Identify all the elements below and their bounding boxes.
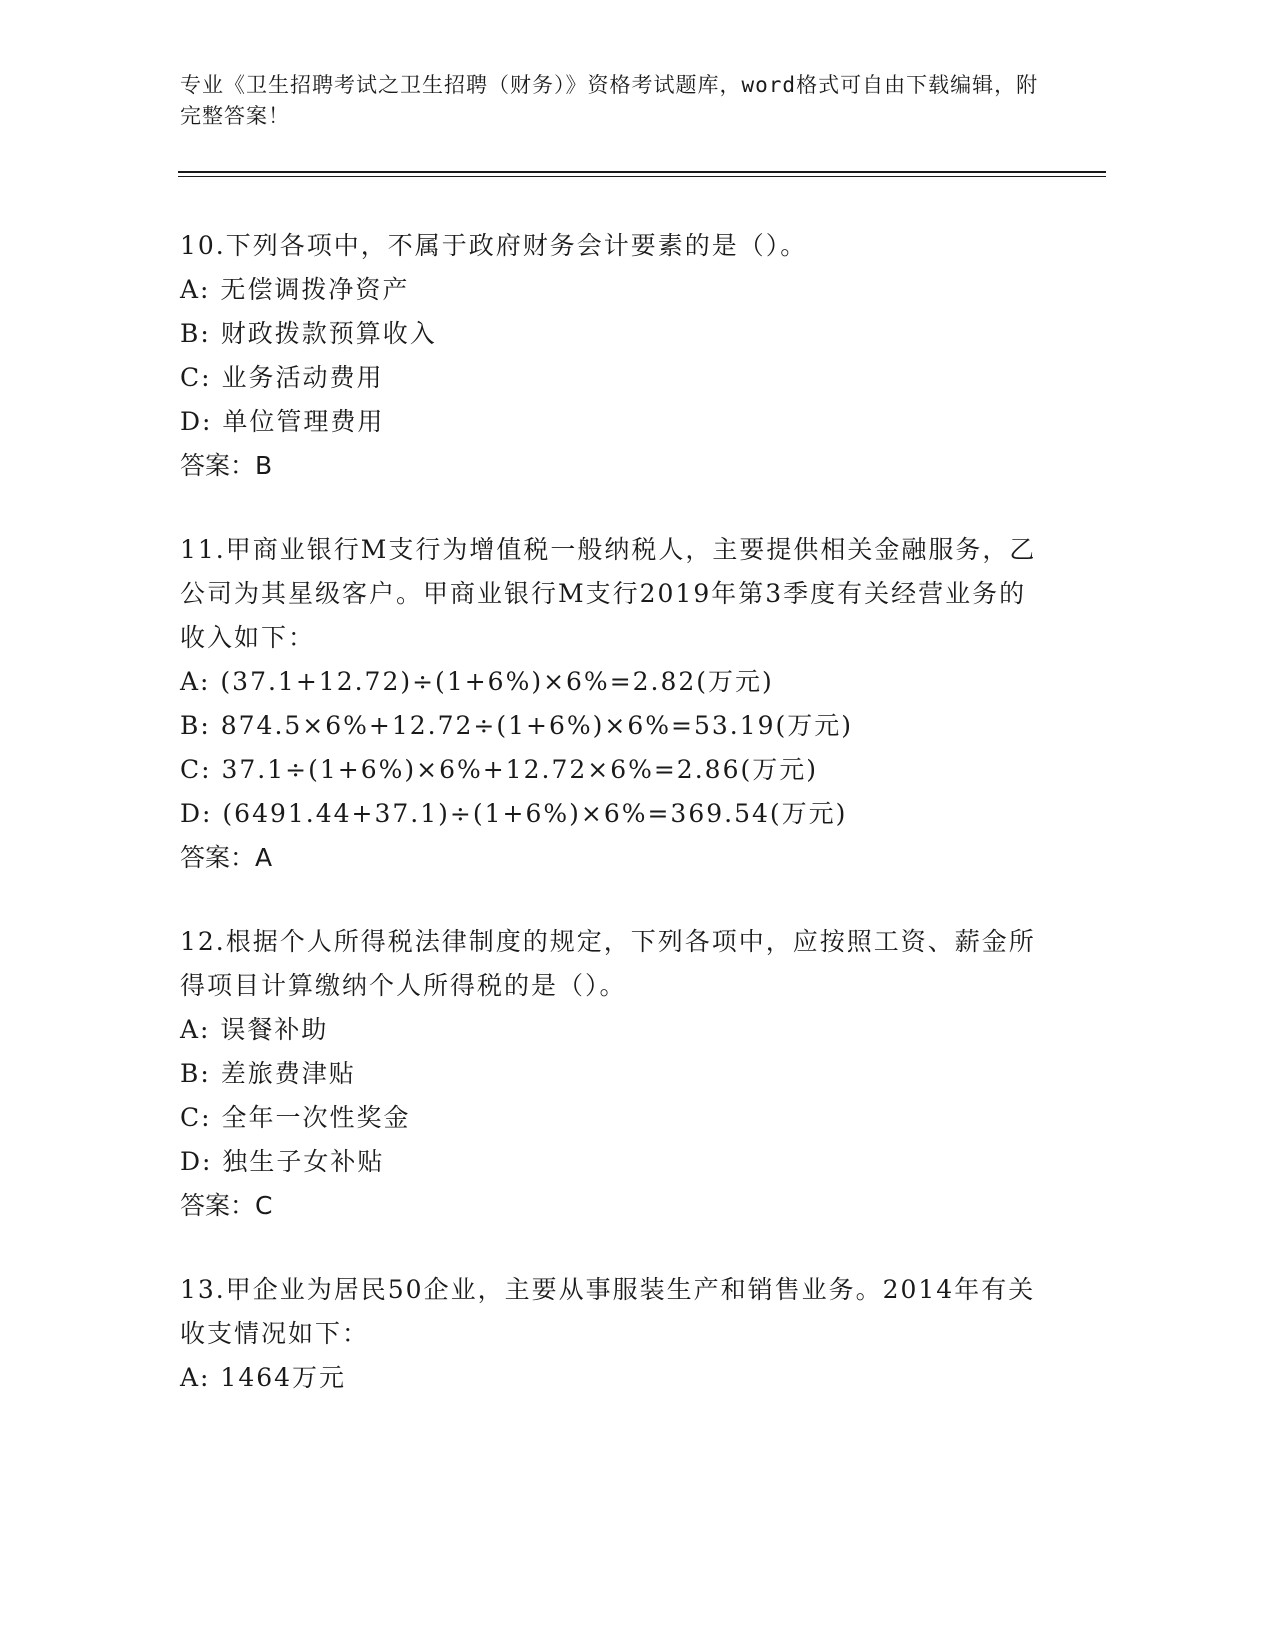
question-12	[180, 920, 1040, 1228]
question-11	[180, 528, 1040, 880]
option-d: D: 单位管理费用	[180, 407, 385, 436]
option-a: A: 误餐补助	[180, 1015, 329, 1044]
option-d: D: 独生子女补贴	[180, 1147, 385, 1176]
answer-label: 答案：A	[180, 843, 273, 872]
option-a: A: 无偿调拨净资产	[180, 275, 410, 304]
option-a: A: (37.1+12.72)÷(1+6%)×6%=2.82(万元)	[180, 667, 774, 696]
answer-label: 答案：B	[180, 451, 273, 480]
option-c: C: 37.1÷(1+6%)×6%+12.72×6%=2.86(万元)	[180, 755, 818, 784]
option-c: C: 业务活动费用	[180, 363, 384, 392]
question-13	[180, 1268, 1040, 1400]
question-stem: 11.甲商业银行M支行为增值税一般纳税人，主要提供相关金融服务，乙公司为其星级客户。甲商业银行M支行2019年第3季度有关经营业务的收入如下：	[180, 535, 1037, 652]
document-header: 专业《卫生招聘考试之卫生招聘（财务）》资格考试题库，word格式可自由下载编辑，附完整答案！	[180, 73, 1039, 128]
option-b: B: 财政拨款预算收入	[180, 319, 437, 348]
question-10	[180, 224, 1040, 488]
option-b: B: 874.5×6%+12.72÷(1+6%)×6%=53.19(万元)	[180, 711, 854, 740]
header-divider-thin	[178, 176, 1106, 177]
question-stem: 12.根据个人所得税法律制度的规定，下列各项中，应按照工资、薪金所得项目计算缴纳个人所得税的是（）。	[180, 927, 1036, 1000]
option-c: C: 全年一次性奖金	[180, 1103, 411, 1132]
header-divider-thick	[178, 171, 1106, 173]
question-stem: 10.下列各项中，不属于政府财务会计要素的是（）。	[180, 231, 808, 260]
option-d: D: (6491.44+37.1)÷(1+6%)×6%=369.54(万元)	[180, 799, 848, 828]
question-stem: 13.甲企业为居民50企业，主要从事服装生产和销售业务。2014年有关收支情况如下：	[180, 1275, 1036, 1348]
option-a: A: 1464万元	[180, 1363, 347, 1392]
answer-label: 答案：C	[180, 1191, 273, 1220]
option-b: B: 差旅费津贴	[180, 1059, 356, 1088]
